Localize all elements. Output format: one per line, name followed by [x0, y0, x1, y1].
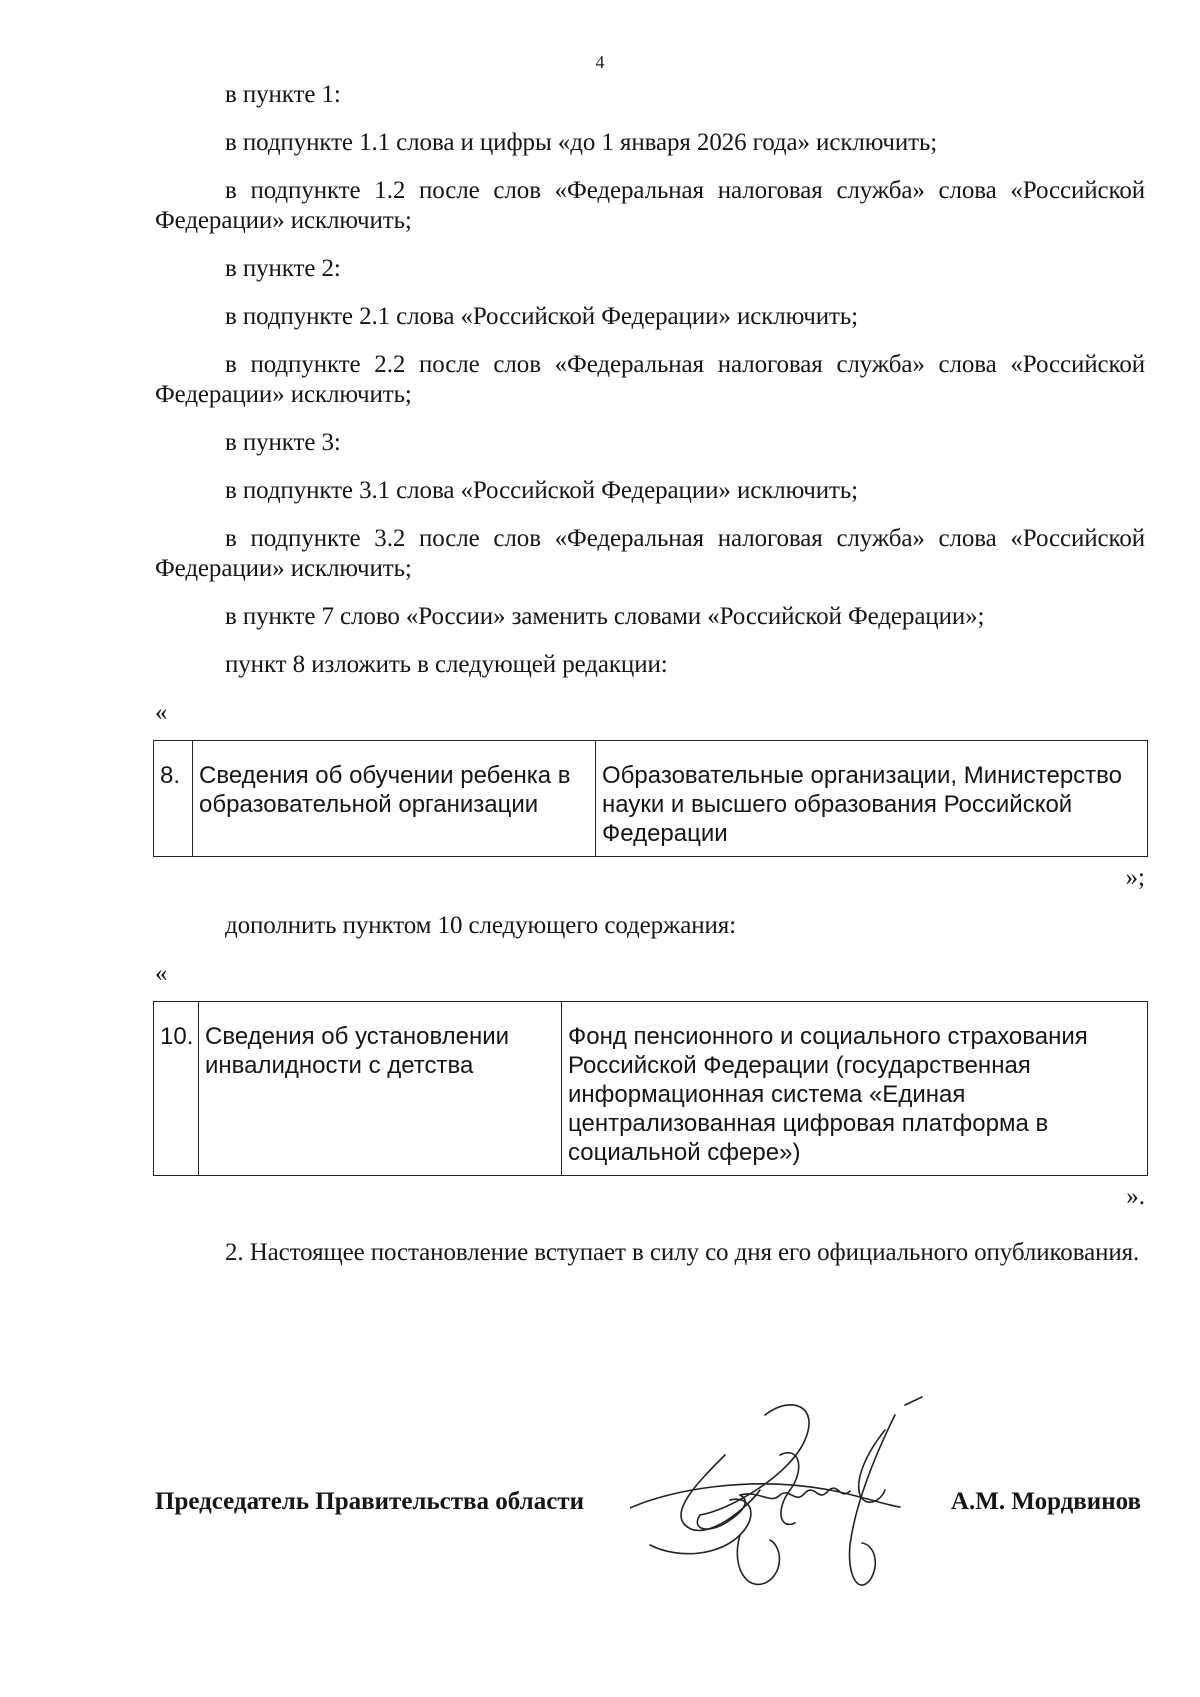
paragraph: в подпункте 2.2 после слов «Федеральная налоговая служба» слова «Российской Федерации» исключить;	[155, 351, 1145, 408]
paragraph: в подпункте 3.1 слова «Российской Федерации» исключить;	[225, 477, 858, 504]
paragraph: в подпункте 1.1 слова и цифры «до 1 января 2026 года» исключить;	[225, 129, 938, 156]
page-number: 4	[595, 52, 605, 72]
info-cell: Сведения об обучении ребенка в образовательной организации	[193, 741, 596, 857]
table-row	[154, 741, 1148, 857]
info-cell: Сведения об установлении инвалидности с детства	[199, 1002, 562, 1176]
paragraph: пункт 8 изложить в следующей редакции:	[225, 651, 668, 678]
amendment-table-item-10	[153, 1001, 1148, 1176]
paragraph: в пункте 7 слово «России» заменить словами «Российской Федерации»;	[225, 603, 985, 630]
quote-open-mark: «	[155, 699, 168, 726]
amendment-table-item-8	[153, 740, 1148, 857]
paragraph: в подпункте 3.2 после слов «Федеральная налоговая служба» слова «Российской Федерации» исключить;	[155, 525, 1145, 582]
document-body	[155, 80, 1145, 1294]
quote-close-mark: ».	[1126, 1183, 1145, 1210]
source-cell: Образовательные организации, Министерство науки и высшего образования Российской Федерации	[596, 741, 1148, 857]
quote-open-mark: «	[155, 960, 168, 987]
item-number-cell: 10.	[154, 1002, 199, 1176]
paragraph: в пункте 2:	[225, 255, 341, 282]
paragraph: в пункте 3:	[225, 429, 341, 456]
paragraph: дополнить пунктом 10 следующего содержания:	[225, 912, 737, 939]
closing-paragraph: 2. Настоящее постановление вступает в силу со дня его официального опубликования.	[225, 1239, 1140, 1266]
handwritten-signature-icon	[630, 1395, 950, 1625]
paragraph: в подпункте 1.2 после слов «Федеральная налоговая служба» слова «Российской Федерации» исключить;	[155, 177, 1145, 234]
item-number-cell: 8.	[154, 741, 193, 857]
quote-close-mark: »;	[1125, 864, 1145, 891]
signatory-title: Председатель Правительства области	[155, 1488, 584, 1515]
paragraph: в пункте 1:	[225, 81, 341, 108]
paragraph: в подпункте 2.1 слова «Российской Федерации» исключить;	[225, 303, 858, 330]
signatory-name: А.М. Мордвинов	[950, 1488, 1141, 1515]
source-cell: Фонд пенсионного и социального страхования Российской Федерации (государственная информационная система «Единая централизованная цифровая платформа в социальной сфере»)	[562, 1002, 1148, 1176]
table-row	[154, 1002, 1148, 1176]
